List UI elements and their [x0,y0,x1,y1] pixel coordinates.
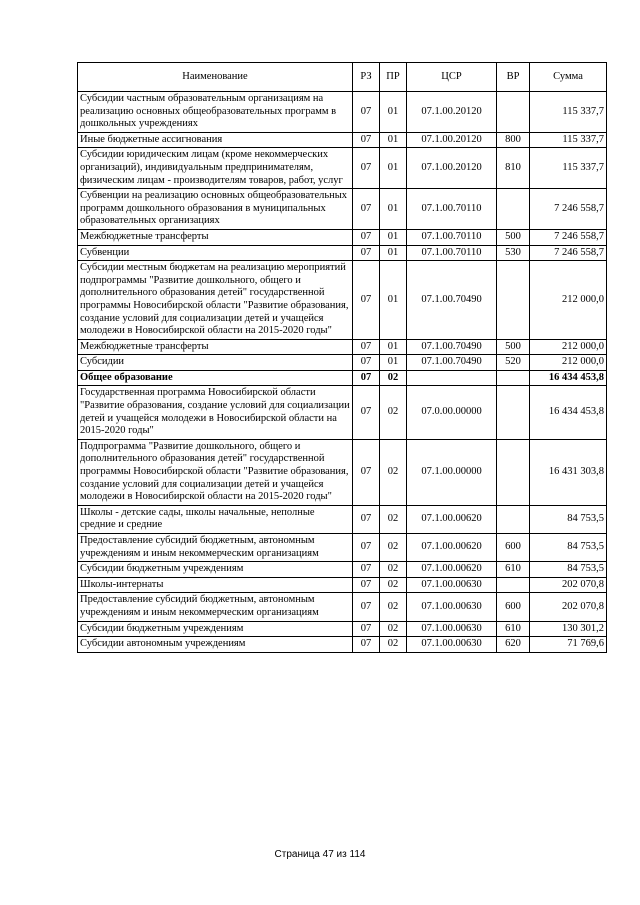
cell-vr: 610 [497,562,530,578]
cell-rz: 07 [353,562,380,578]
table-row [78,339,607,355]
cell-pr: 02 [380,370,407,386]
cell-csr [407,370,497,386]
header-name: Наименование [78,63,353,92]
cell-sum: 212 000,0 [530,339,607,355]
cell-vr [497,92,530,133]
cell-pr: 02 [380,505,407,533]
cell-sum: 115 337,7 [530,132,607,148]
cell-csr: 07.1.00.00620 [407,534,497,562]
header-pr: ПР [380,63,407,92]
cell-pr: 01 [380,132,407,148]
cell-vr: 530 [497,245,530,261]
cell-rz: 07 [353,370,380,386]
cell-vr [497,577,530,593]
table-row [78,562,607,578]
cell-name: Субвенции на реализацию основных общеобразовательных программ дошкольного образования в муниципальных образовательных организациях [78,189,353,230]
cell-sum: 16 434 453,8 [530,370,607,386]
cell-sum: 115 337,7 [530,148,607,189]
cell-vr [497,439,530,505]
cell-csr: 07.1.00.70490 [407,355,497,371]
cell-csr: 07.1.00.00000 [407,439,497,505]
table-row [78,132,607,148]
header-csr: ЦСР [407,63,497,92]
cell-csr: 07.1.00.70490 [407,339,497,355]
cell-name: Предоставление субсидий бюджетным, автономным учреждениям и иным некоммерческим организациям [78,534,353,562]
table-row [78,189,607,230]
cell-name: Предоставление субсидий бюджетным, автономным учреждениям и иным некоммерческим организациям [78,593,353,621]
cell-name: Субсидии бюджетным учреждениям [78,562,353,578]
cell-pr: 02 [380,621,407,637]
cell-sum: 7 246 558,7 [530,229,607,245]
cell-name: Субсидии местным бюджетам на реализацию мероприятий подпрограммы "Развитие дошкольного, общего и дополнительного образования детей" государственной программы Новосибирской области "Развитие образования, создание условий для социализации детей и учащейся молодежи в Новосибирской области на 2015-2020 годы" [78,261,353,340]
cell-rz: 07 [353,261,380,340]
cell-csr: 07.1.00.00630 [407,577,497,593]
cell-rz: 07 [353,621,380,637]
cell-csr: 07.1.00.70490 [407,261,497,340]
table-row [78,534,607,562]
cell-sum: 202 070,8 [530,577,607,593]
cell-pr: 01 [380,261,407,340]
cell-sum: 16 434 453,8 [530,386,607,439]
table-row [78,439,607,505]
cell-sum: 71 769,6 [530,637,607,653]
cell-pr: 01 [380,339,407,355]
cell-csr: 07.1.00.00630 [407,593,497,621]
cell-vr [497,370,530,386]
cell-pr: 01 [380,229,407,245]
cell-pr: 01 [380,245,407,261]
cell-rz: 07 [353,439,380,505]
table-row [78,621,607,637]
cell-vr: 800 [497,132,530,148]
cell-name: Школы - детские сады, школы начальные, неполные средние и средние [78,505,353,533]
cell-vr: 520 [497,355,530,371]
cell-pr: 02 [380,534,407,562]
cell-name: Общее образование [78,370,353,386]
cell-pr: 02 [380,593,407,621]
cell-vr [497,505,530,533]
cell-csr: 07.1.00.20120 [407,92,497,133]
cell-vr: 600 [497,593,530,621]
cell-name: Субвенции [78,245,353,261]
header-rz: РЗ [353,63,380,92]
cell-rz: 07 [353,577,380,593]
table-row [78,261,607,340]
cell-pr: 02 [380,562,407,578]
page-number: Страница 47 из 114 [274,849,366,860]
cell-csr: 07.0.00.00000 [407,386,497,439]
cell-csr: 07.1.00.70110 [407,189,497,230]
cell-vr: 620 [497,637,530,653]
cell-sum: 84 753,5 [530,562,607,578]
cell-vr: 810 [497,148,530,189]
cell-pr: 01 [380,148,407,189]
cell-vr [497,189,530,230]
cell-pr: 02 [380,577,407,593]
cell-sum: 84 753,5 [530,534,607,562]
cell-csr: 07.1.00.20120 [407,148,497,189]
table-row [78,148,607,189]
cell-rz: 07 [353,148,380,189]
cell-rz: 07 [353,132,380,148]
table-row [78,229,607,245]
cell-name: Субсидии юридическим лицам (кроме некоммерческих организаций), индивидуальным предпринимателям, физическим лицам - производителям товаров, работ, услуг [78,148,353,189]
cell-rz: 07 [353,593,380,621]
table-row [78,593,607,621]
table-row [78,386,607,439]
table-row [78,245,607,261]
table-row [78,370,607,386]
cell-rz: 07 [353,339,380,355]
cell-sum: 84 753,5 [530,505,607,533]
cell-sum: 202 070,8 [530,593,607,621]
cell-name: Субсидии автономным учреждениям [78,637,353,653]
cell-csr: 07.1.00.70110 [407,229,497,245]
cell-rz: 07 [353,637,380,653]
cell-sum: 130 301,2 [530,621,607,637]
cell-name: Межбюджетные трансферты [78,229,353,245]
cell-rz: 07 [353,245,380,261]
cell-pr: 01 [380,189,407,230]
cell-csr: 07.1.00.70110 [407,245,497,261]
cell-rz: 07 [353,534,380,562]
header-vr: ВР [497,63,530,92]
cell-name: Государственная программа Новосибирской области "Развитие образования, создание условий для социализации детей и учащейся молодежи в Новосибирской области на 2015-2020 годы" [78,386,353,439]
cell-rz: 07 [353,386,380,439]
cell-name: Субсидии частным образовательным организациям на реализацию основных общеобразовательных программ в дошкольных учреждениях [78,92,353,133]
cell-sum: 7 246 558,7 [530,245,607,261]
cell-vr [497,261,530,340]
cell-rz: 07 [353,189,380,230]
table-header-row [78,63,607,92]
cell-sum: 16 431 303,8 [530,439,607,505]
cell-sum: 115 337,7 [530,92,607,133]
cell-pr: 02 [380,386,407,439]
table-row [78,92,607,133]
cell-vr [497,386,530,439]
table-row [78,355,607,371]
cell-rz: 07 [353,229,380,245]
cell-pr: 02 [380,439,407,505]
cell-sum: 212 000,0 [530,355,607,371]
cell-name: Школы-интернаты [78,577,353,593]
budget-table [77,62,607,653]
table-body [78,92,607,653]
cell-pr: 02 [380,637,407,653]
table-row [78,505,607,533]
cell-rz: 07 [353,505,380,533]
table-row [78,577,607,593]
cell-pr: 01 [380,355,407,371]
cell-pr: 01 [380,92,407,133]
cell-name: Межбюджетные трансферты [78,339,353,355]
header-sum: Сумма [530,63,607,92]
cell-vr: 500 [497,229,530,245]
cell-csr: 07.1.00.20120 [407,132,497,148]
cell-name: Подпрограмма "Развитие дошкольного, общего и дополнительного образования детей" государственной программы Новосибирской области "Развитие образования, создание условий для социализации детей и учащейся молодежи в Новосибирской области на 2015-2020 годы" [78,439,353,505]
cell-sum: 7 246 558,7 [530,189,607,230]
cell-sum: 212 000,0 [530,261,607,340]
cell-name: Иные бюджетные ассигнования [78,132,353,148]
cell-csr: 07.1.00.00630 [407,637,497,653]
cell-csr: 07.1.00.00620 [407,562,497,578]
cell-vr: 610 [497,621,530,637]
cell-csr: 07.1.00.00620 [407,505,497,533]
cell-name: Субсидии [78,355,353,371]
cell-rz: 07 [353,92,380,133]
cell-name: Субсидии бюджетным учреждениям [78,621,353,637]
cell-rz: 07 [353,355,380,371]
cell-csr: 07.1.00.00630 [407,621,497,637]
table-row [78,637,607,653]
cell-vr: 500 [497,339,530,355]
cell-vr: 600 [497,534,530,562]
